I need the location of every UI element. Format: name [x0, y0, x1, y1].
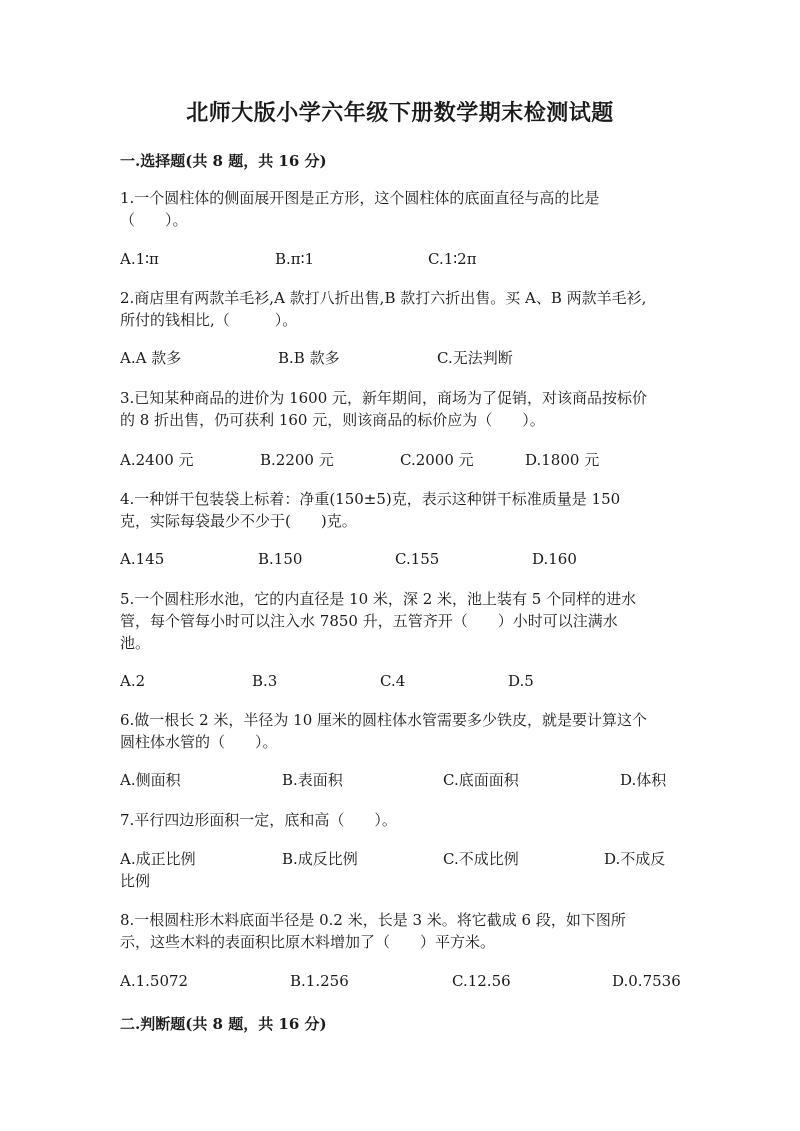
option-c[interactable]: C.底面面积 [443, 771, 519, 789]
question-text: 8.一根圆柱形木料底面半径是 0.2 米，长是 3 米。将它截成 6 段，如下图所 [120, 911, 626, 929]
option-d[interactable]: D.0.7536 [612, 972, 681, 990]
option-a[interactable]: A.侧面积 [120, 771, 181, 789]
option-a[interactable]: A.成正比例 [120, 850, 196, 868]
question-text: 3.已知某种商品的进价为 1600 元，新年期间，商场为了促销，对该商品按标价 [120, 389, 648, 407]
option-b[interactable]: B.150 [258, 550, 303, 568]
question-text: 克，实际每袋最少不少于( )克。 [120, 512, 357, 530]
question-text: （ ）。 [120, 211, 188, 229]
option-b[interactable]: B.成反比例 [282, 850, 358, 868]
question-text: 示，这些木料的表面积比原木料增加了（ ）平方米。 [120, 933, 496, 951]
question-text: 2.商店里有两款羊毛衫,A 款打八折出售,B 款打六折出售。买 A、B 两款羊毛衫, [120, 289, 647, 307]
section-heading-judgment: 二.判断题(共 8 题，共 16 分) [120, 1015, 327, 1033]
question-text: 6.做一根长 2 米，半径为 10 厘米的圆柱体水管需要多少铁皮，就是要计算这个 [120, 711, 648, 729]
question-text: 所付的钱相比,（ ）。 [120, 311, 298, 329]
option-d[interactable]: D.160 [532, 550, 577, 568]
option-c[interactable]: C.1∶2π [428, 250, 477, 268]
question-text: 4.一种饼干包装袋上标着：净重(150±5)克，表示这种饼干标准质量是 150 [120, 490, 621, 508]
option-b[interactable]: B.2200 元 [260, 451, 334, 469]
option-c[interactable]: C.2000 元 [400, 451, 474, 469]
option-d-wrap: 比例 [120, 872, 151, 890]
page-title: 北师大版小学六年级下册数学期末检测试题 [186, 100, 614, 126]
question-text: 圆柱体水管的（ ）。 [120, 733, 278, 751]
option-c[interactable]: C.155 [395, 550, 440, 568]
question-text: 的 8 折出售，仍可获利 160 元，则该商品的标价应为（ ）。 [120, 411, 545, 429]
option-b[interactable]: B.π∶1 [275, 250, 315, 268]
option-c[interactable]: C.无法判断 [437, 349, 513, 367]
option-a[interactable]: A.2400 元 [120, 451, 194, 469]
option-b[interactable]: B.3 [252, 672, 278, 690]
option-b[interactable]: B.B 款多 [278, 349, 340, 367]
option-d[interactable]: D.体积 [620, 771, 667, 789]
option-b[interactable]: B.表面积 [282, 771, 343, 789]
section-heading-choice: 一.选择题(共 8 题，共 16 分) [120, 152, 327, 170]
question-text: 池。 [120, 634, 151, 652]
option-a[interactable]: A.2 [120, 672, 146, 690]
question-text: 5.一个圆柱形水池，它的内直径是 10 米，深 2 米，池上装有 5 个同样的进水 [120, 590, 637, 608]
question-text: 管，每个管每小时可以注入水 7850 升，五管齐开（ ）小时可以注满水 [120, 612, 618, 630]
question-text: 1.一个圆柱体的侧面展开图是正方形，这个圆柱体的底面直径与高的比是 [120, 189, 600, 207]
option-d[interactable]: D.1800 元 [525, 451, 600, 469]
option-a[interactable]: A.1.5072 [120, 972, 189, 990]
option-a[interactable]: A.1∶π [120, 250, 159, 268]
option-c[interactable]: C.4 [380, 672, 406, 690]
option-c[interactable]: C.12.56 [452, 972, 511, 990]
option-a[interactable]: A.A 款多 [120, 349, 182, 367]
option-b[interactable]: B.1.256 [290, 972, 349, 990]
option-d[interactable]: D.5 [508, 672, 534, 690]
question-text: 7.平行四边形面积一定，底和高（ ）。 [120, 811, 397, 829]
option-c[interactable]: C.不成比例 [443, 850, 519, 868]
option-d[interactable]: D.不成反 [604, 850, 666, 868]
option-a[interactable]: A.145 [120, 550, 165, 568]
